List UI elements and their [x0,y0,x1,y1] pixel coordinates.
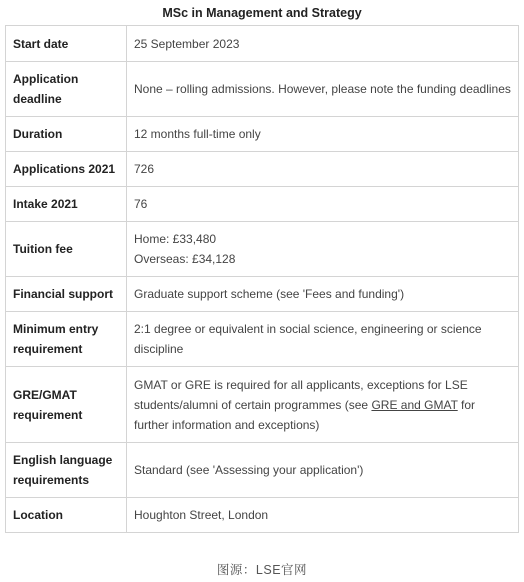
row-value: Graduate support scheme (see 'Fees and funding') [127,277,519,312]
row-value [127,367,519,443]
row-label: Minimum entry requirement [6,312,127,367]
table-row [6,62,519,117]
row-label: Applications 2021 [6,152,127,187]
gre-text-before: GMAT or GRE is required for all applicants, exceptions for LSE students/alumni of certain programmes (see [134,377,468,412]
row-label: Start date [6,26,127,62]
table-row [6,222,519,277]
gre-text-after: for further information and exceptions) [134,397,476,432]
row-value [127,222,519,277]
row-value: 12 months full-time only [127,117,519,152]
table-row [6,26,519,62]
table-title: MSc in Management and Strategy [162,6,362,20]
table-row [6,367,519,443]
row-value: None – rolling admissions. However, please note the funding deadlines [127,62,519,117]
table-row [6,117,519,152]
overseas-fee: Overseas: £34,128 [134,252,236,266]
table-row [6,498,519,533]
row-value: 2:1 degree or equivalent in social science, engineering or science discipline [127,312,519,367]
table-row [6,187,519,222]
row-label: GRE/GMAT requirement [6,367,127,443]
row-label: Application deadline [6,62,127,117]
row-label: Location [6,498,127,533]
row-value: Houghton Street, London [127,498,519,533]
table-row [6,443,519,498]
row-label: English language requirements [6,443,127,498]
programme-info-table [5,25,519,533]
row-value: 726 [127,152,519,187]
row-value: Standard (see 'Assessing your application') [127,443,519,498]
home-fee: Home: £33,480 [134,232,217,246]
table-row [6,277,519,312]
image-source-caption: 图源：LSE官网 [216,563,308,577]
row-label: Duration [6,117,127,152]
row-value: 25 September 2023 [127,26,519,62]
row-label: Financial support [6,277,127,312]
row-value: 76 [127,187,519,222]
gre-gmat-link[interactable]: GRE and GMAT [371,397,458,412]
table-row [6,312,519,367]
table-row [6,152,519,187]
row-label: Intake 2021 [6,187,127,222]
row-label: Tuition fee [6,222,127,277]
